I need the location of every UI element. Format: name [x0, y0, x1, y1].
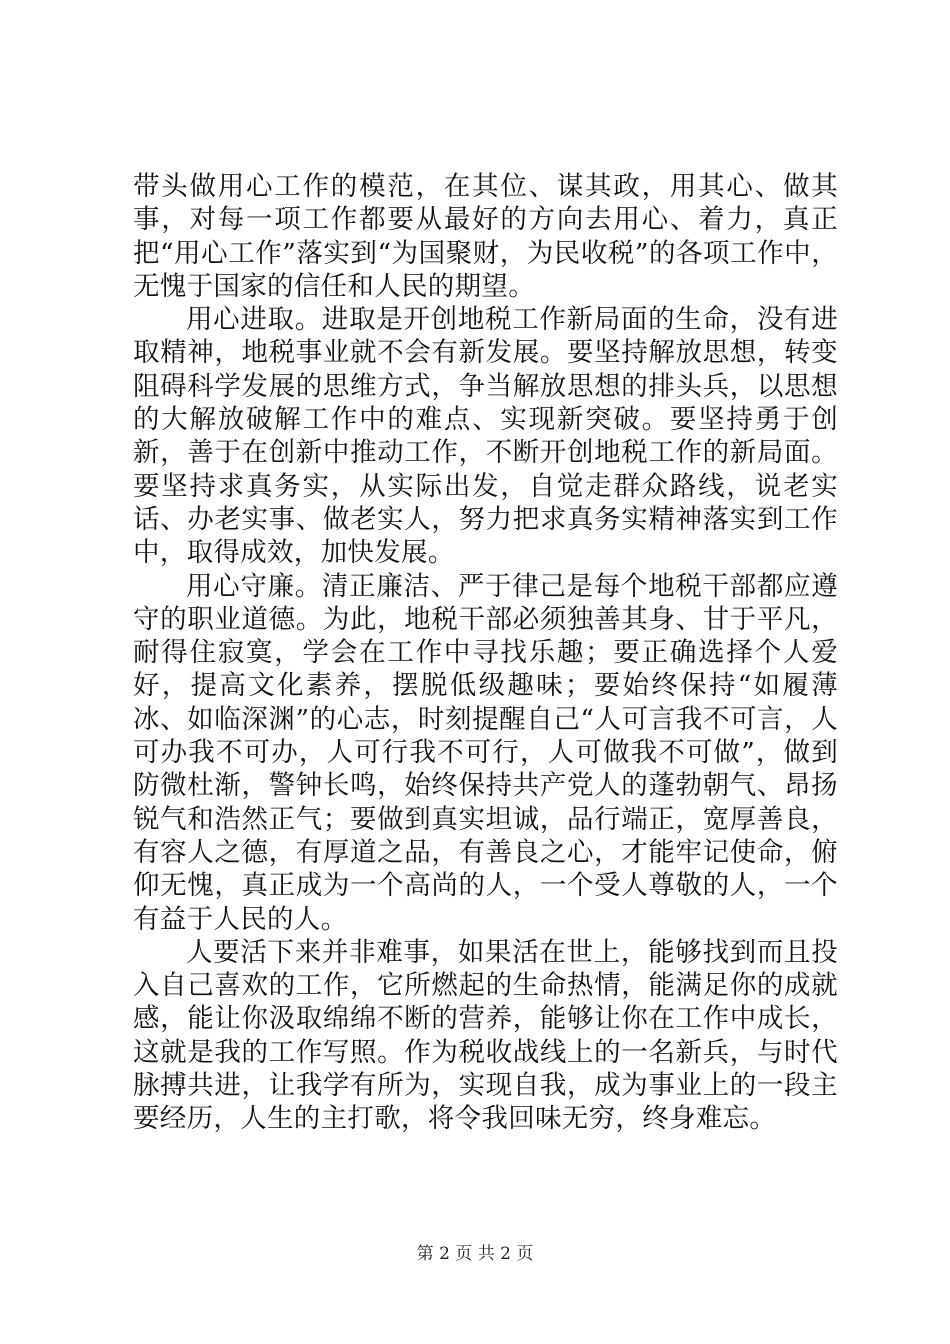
- paragraph-1: 带头做用心工作的模范，在其位、谋其政，用其心、做其事，对每一项工作都要从最好的方向去用心、着力，真正把“用心工作”落实到“为国聚财，为民收税”的各项工作中，无愧于国家的信任和人民的期望。: [133, 171, 838, 302]
- page-footer: 第 2 页 共 2 页: [416, 1244, 534, 1264]
- paragraph-4: 人要活下来并非难事，如果活在世上，能够找到而且投入自己喜欢的工作，它所燃起的生命热情，能满足你的成就感，能让你汲取绵绵不断的营养，能够让你在工作中成长，这就是我的工作写照。作为税收战线上的一名新兵，与时代脉搏共进，让我学有所为，实现自我，成为事业上的一段主要经历，人生的主打歌，将令我回味无穷，终身难忘。: [133, 936, 838, 1135]
- paragraph-2: 用心进取。进取是开创地税工作新局面的生命，没有进取精神，地税事业就不会有新发展。要坚持解放思想，转变阻碍科学发展的思维方式，争当解放思想的排头兵，以思想的大解放破解工作中的难点、实现新突破。要坚持勇于创新，善于在创新中推动工作，不断开创地税工作的新局面。要坚持求真务实，从实际出发，自觉走群众路线，说老实话、办老实事、做老实人，努力把求真务实精神落实到工作中，取得成效，加快发展。: [133, 304, 838, 569]
- paragraph-3: 用心守廉。清正廉洁、严于律己是每个地税干部都应遵守的职业道德。为此，地税干部必须独善其身、甘于平凡，耐得住寂寞，学会在工作中寻找乐趣；要正确选择个人爱好，提高文化素养，摆脱低级趣味；要始终保持“如履薄冰、如临深渊”的心志，时刻提醒自己“人可言我不可言，人可办我不可办，人可行我不可行，人可做我不可做”，做到防微杜渐，警钟长鸣，始终保持共产党人的蓬勃朝气、昂扬锐气和浩然正气；要做到真实坦诚，品行端正，宽厚善良，有容人之德，有厚道之品，有善良之心，才能牢记使命，俯仰无愧，真正成为一个高尚的人，一个受人尊敬的人，一个有益于人民的人。: [133, 570, 838, 935]
- document-body: [133, 170, 838, 1136]
